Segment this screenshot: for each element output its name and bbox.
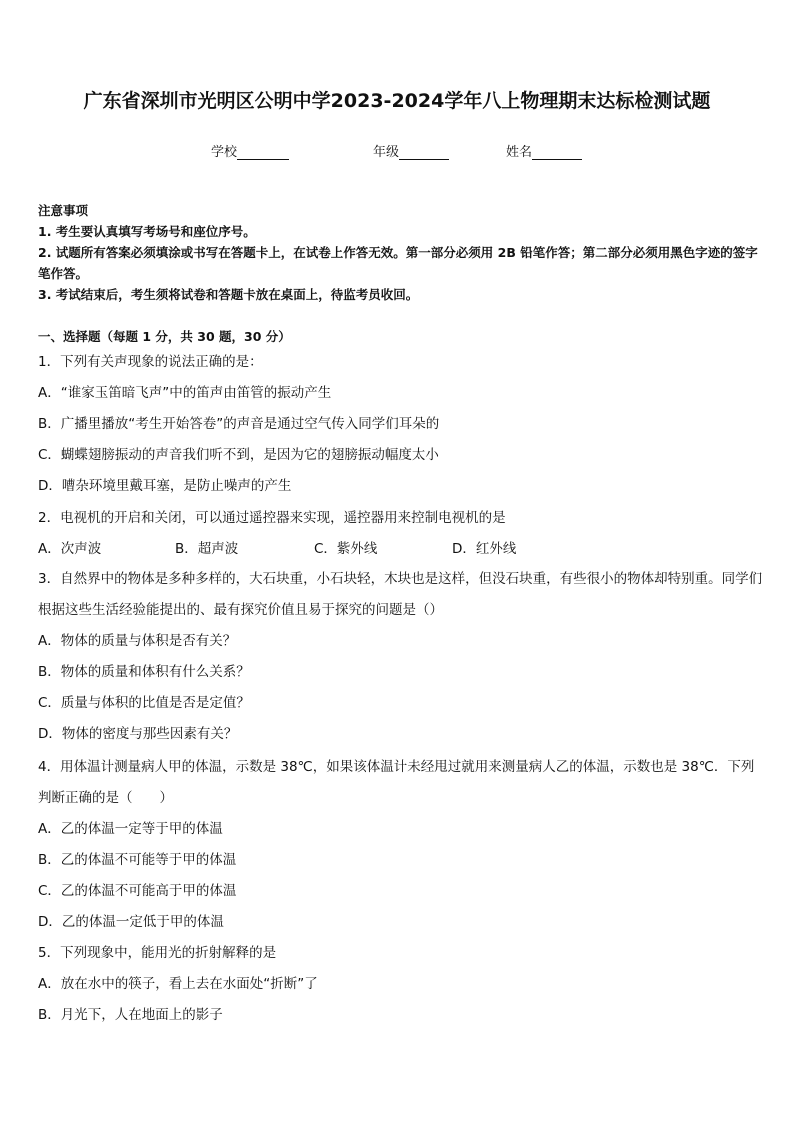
question-5-option-a: A．放在水中的筷子，看上去在水面处“折断”了	[38, 976, 318, 992]
question-2-stem: 2．电视机的开启和关闭，可以通过遥控器来实现，遥控器用来控制电视机的是	[38, 510, 506, 526]
school-field	[211, 141, 289, 160]
grade-label: 年级	[373, 145, 400, 160]
question-2-option-c: C．紫外线	[314, 541, 378, 557]
question-5-stem: 5．下列现象中，能用光的折射解释的是	[38, 945, 277, 961]
question-5	[38, 938, 763, 1031]
question-2-option-b: B．超声波	[175, 541, 239, 557]
grade-field	[373, 141, 449, 160]
notice-item-1: 1. 考生要认真填写考场号和座位序号。	[38, 224, 256, 239]
question-1-option-b: B．广播里播放“考生开始答卷”的声音是通过空气传入同学们耳朵的	[38, 416, 440, 432]
question-3-option-c: C．质量与体积的比值是否是定值？	[38, 695, 250, 711]
question-3-option-b: B．物体的质量和体积有什么关系？	[38, 664, 250, 680]
question-5-option-b: B．月光下，人在地面上的影子	[38, 1007, 223, 1023]
section-heading: 一、选择题（每题 1 分，共 30 题，30 分）	[38, 329, 291, 344]
name-field	[506, 141, 582, 160]
notice-item-2: 2. 试题所有答案必须填涂或书写在答题卡上，在试卷上作答无效。第一部分必须用 2B 铅笔作答；第二部分必须用黑色字迹的签字笔作答。	[38, 245, 758, 281]
question-2-options	[38, 539, 763, 559]
question-4-option-c: C．乙的体温不可能高于甲的体温	[38, 883, 237, 899]
question-1-stem: 1．下列有关声现象的说法正确的是：	[38, 354, 263, 370]
question-3-option-a: A．物体的质量与体积是否有关？	[38, 633, 237, 649]
question-4-option-b: B．乙的体温不可能等于甲的体温	[38, 852, 237, 868]
question-1-option-c: C．蝴蝶翅膀振动的声音我们听不到，是因为它的翅膀振动幅度太小	[38, 447, 439, 463]
question-1-option-a: A．“谁家玉笛暗飞声”中的笛声由笛管的振动产生	[38, 385, 332, 401]
question-4-stem: 4．用体温计测量病人甲的体温，示数是 38℃，如果该体温计未经甩过就用来测量病人乙的体温，示数也是 38℃．下列判断正确的是（ ）	[38, 759, 755, 806]
question-2-option-a: A．次声波	[38, 541, 102, 557]
question-4-option-d: D．乙的体温一定低于甲的体温	[38, 914, 224, 930]
page-title: 广东省深圳市光明区公明中学2023-2024学年八上物理期末达标检测试题	[83, 90, 711, 112]
question-4	[38, 752, 763, 938]
question-4-option-a: A．乙的体温一定等于甲的体温	[38, 821, 223, 837]
school-blank	[237, 145, 289, 160]
question-3-option-d: D．物体的密度与那些因素有关？	[38, 726, 238, 742]
question-1	[38, 347, 763, 501]
notice-item-3: 3. 考试结束后，考生须将试卷和答题卡放在桌面上，待监考员收回。	[38, 287, 419, 302]
question-3-stem: 3．自然界中的物体是多种多样的，大石块重，小石块轻，木块也是这样，但没石块重，有些很小的物体却特别重。同学们根据这些生活经验能提出的、最有探究价值且易于探究的问题是（）	[38, 571, 763, 618]
question-1-option-d: D．嘈杂环境里戴耳塞，是防止噪声的产生	[38, 478, 292, 494]
name-blank	[532, 145, 582, 160]
question-3	[38, 564, 763, 750]
name-label: 姓名	[506, 145, 533, 160]
school-label: 学校	[211, 145, 238, 160]
question-2-option-d: D．红外线	[452, 541, 517, 557]
grade-blank	[399, 145, 449, 160]
notice-heading: 注意事项	[38, 203, 89, 218]
notice-block	[38, 200, 763, 305]
